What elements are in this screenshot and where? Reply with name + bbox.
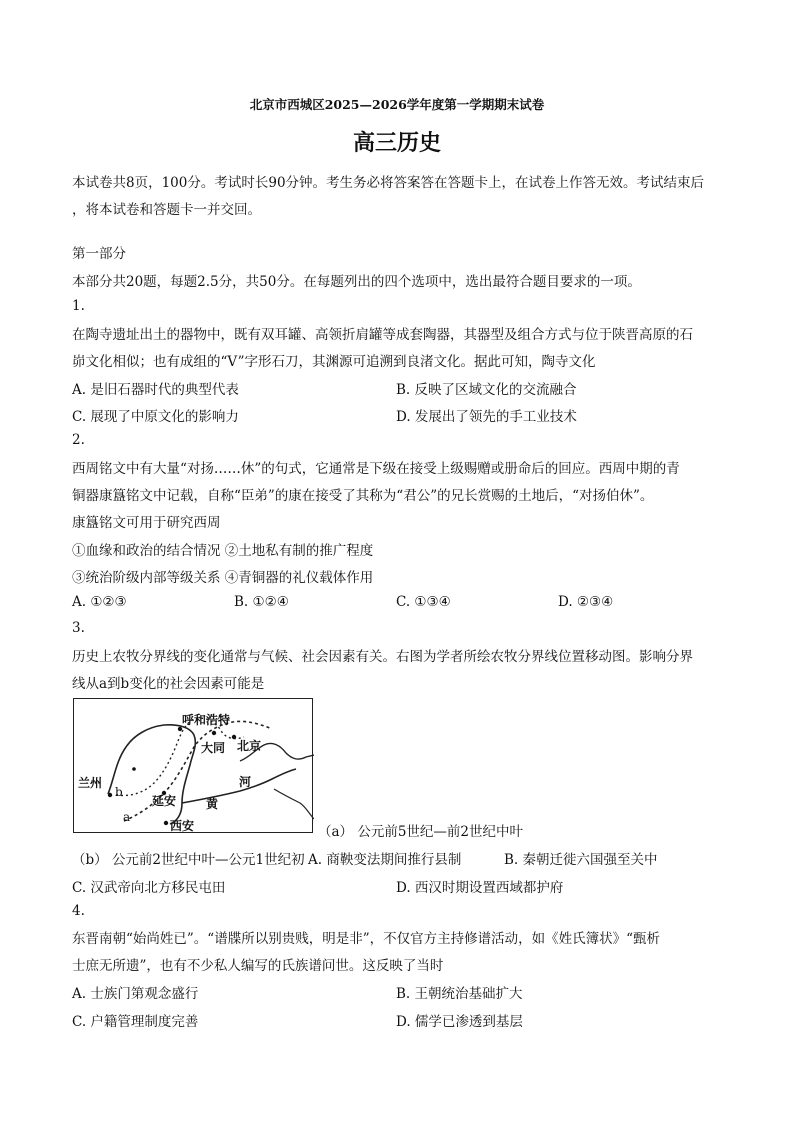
question-stem-line: 西周铭文中有大量“对扬……休”的句式，它通常是下级在接受上级赐赠或册命后的回应。西周中期的青 <box>72 461 680 477</box>
map-label-xian: 西安 <box>170 819 195 833</box>
coastline-south <box>274 789 314 819</box>
question-stem-line: 士庶无所遗”，也有不少私人编写的氏族谱问世。这反映了当时 <box>72 958 444 974</box>
option-d: D. ②③④ <box>558 594 614 610</box>
option-a: A. ①②③ <box>72 594 127 610</box>
map-label-huang: 黄 <box>206 797 219 811</box>
question-number: 3. <box>72 620 85 636</box>
city-dot-lanzhou <box>108 793 112 797</box>
option-a: A. 商鞅变法期间推行县制 <box>308 852 462 868</box>
map-label-he: 河 <box>239 775 252 789</box>
option-d: D. 发展出了领先的手工业技术 <box>396 409 577 425</box>
exam-title: 北京市西城区2025—2026学年度第一学期期末试卷 <box>249 97 545 112</box>
option-b: B. 反映了区域文化的交流融合 <box>396 382 577 398</box>
question-stem-line: 峁文化相似；也有成组的“V”字形石刀，其渊源可追溯到良渚文化。据此可知，陶寺文化 <box>72 354 596 370</box>
boundary-map <box>73 698 313 833</box>
part-instructions: 本部分共20题，每题2.5分，共50分。在每题列出的四个选项中，选出最符合题目要求的一项。 <box>72 274 641 290</box>
intro-line-2: ，将本试卷和答题卡一并交回。 <box>72 202 261 218</box>
yellow-river <box>108 725 195 824</box>
question-number: 1. <box>72 298 85 314</box>
subject-title: 高三历史 <box>352 130 441 156</box>
question-stem-line: 铜器康簋铭文中记载，自称“臣弟”的康在接受了其称为“君公”的兄长赏赐的土地后，“对扬伯休”。 <box>72 488 654 504</box>
map-label-lanzhou: 兰州 <box>78 776 103 790</box>
map-label-hohhot: 呼和浩特 <box>182 713 231 727</box>
question-stem-line: 历史上农牧分界线的变化通常与气候、社会因素有关。右图为学者所绘农牧分界线位置移动图。影响分界 <box>72 649 693 665</box>
question-stem-line: 在陶寺遗址出土的器物中，既有双耳罐、高领折肩罐等成套陶器，其器型及组合方式与位于陕晋高原的石 <box>72 327 693 343</box>
option-a: A. 是旧石器时代的典型代表 <box>72 382 239 398</box>
question-item-line: ③统治阶级内部等级关系 ④青铜器的礼仪载体作用 <box>72 570 374 586</box>
option-c: C. 展现了中原文化的影响力 <box>72 409 239 425</box>
option-c: C. ①③④ <box>396 594 451 610</box>
map-label-datong: 大同 <box>201 741 226 755</box>
city-dot-beijing <box>232 735 236 739</box>
map-label-line-a: a <box>123 810 131 824</box>
option-c: C. 汉武帝向北方移民屯田 <box>72 880 226 896</box>
question-stem-line: 东晋南朝“始尚姓已”。“谱牒所以别贵贱，明是非”，不仅官方主持修谱活动，如《姓氏簿状》“甄析 <box>72 931 661 947</box>
map-label-beijing: 北京 <box>237 739 262 753</box>
option-b: B. 王朝统治基础扩大 <box>396 986 523 1002</box>
option-b: B. 秦朝迁徙六国强至关中 <box>504 852 658 868</box>
option-a: A. 士族门第观念盛行 <box>72 986 199 1002</box>
map-caption-a: （a） 公元前5世纪—前2世纪中叶 <box>318 824 524 840</box>
option-c: C. 户籍管理制度完善 <box>72 1014 199 1030</box>
map-label-line-b: b <box>115 785 123 799</box>
question-number: 4. <box>72 903 85 919</box>
river-dot-1 <box>132 767 136 771</box>
city-dot-datong <box>212 731 216 735</box>
intro-line-1: 本试卷共8页，100分。考试时长90分钟。考生务必将答案答在答题卡上，在试卷上作答无效。考试结束后 <box>72 175 705 191</box>
question-number: 2. <box>72 432 85 448</box>
question-item-line: ①血缘和政治的结合情况 ②土地私有制的推广程度 <box>72 543 374 559</box>
option-b: B. ①②④ <box>234 594 289 610</box>
map-label-yanan: 延安 <box>152 794 177 808</box>
option-d: D. 儒学已渗透到基层 <box>396 1014 523 1030</box>
city-dot-xian <box>164 821 168 825</box>
part-title: 第一部分 <box>72 246 126 262</box>
map-caption-b: （b） 公元前2世纪中叶—公元1世纪初 <box>72 852 305 868</box>
option-d: D. 西汉时期设置西域都护府 <box>396 880 564 896</box>
question-stem-line: 线从a到b变化的社会因素可能是 <box>72 676 265 692</box>
question-stem-line: 康簋铭文可用于研究西周 <box>72 515 221 531</box>
